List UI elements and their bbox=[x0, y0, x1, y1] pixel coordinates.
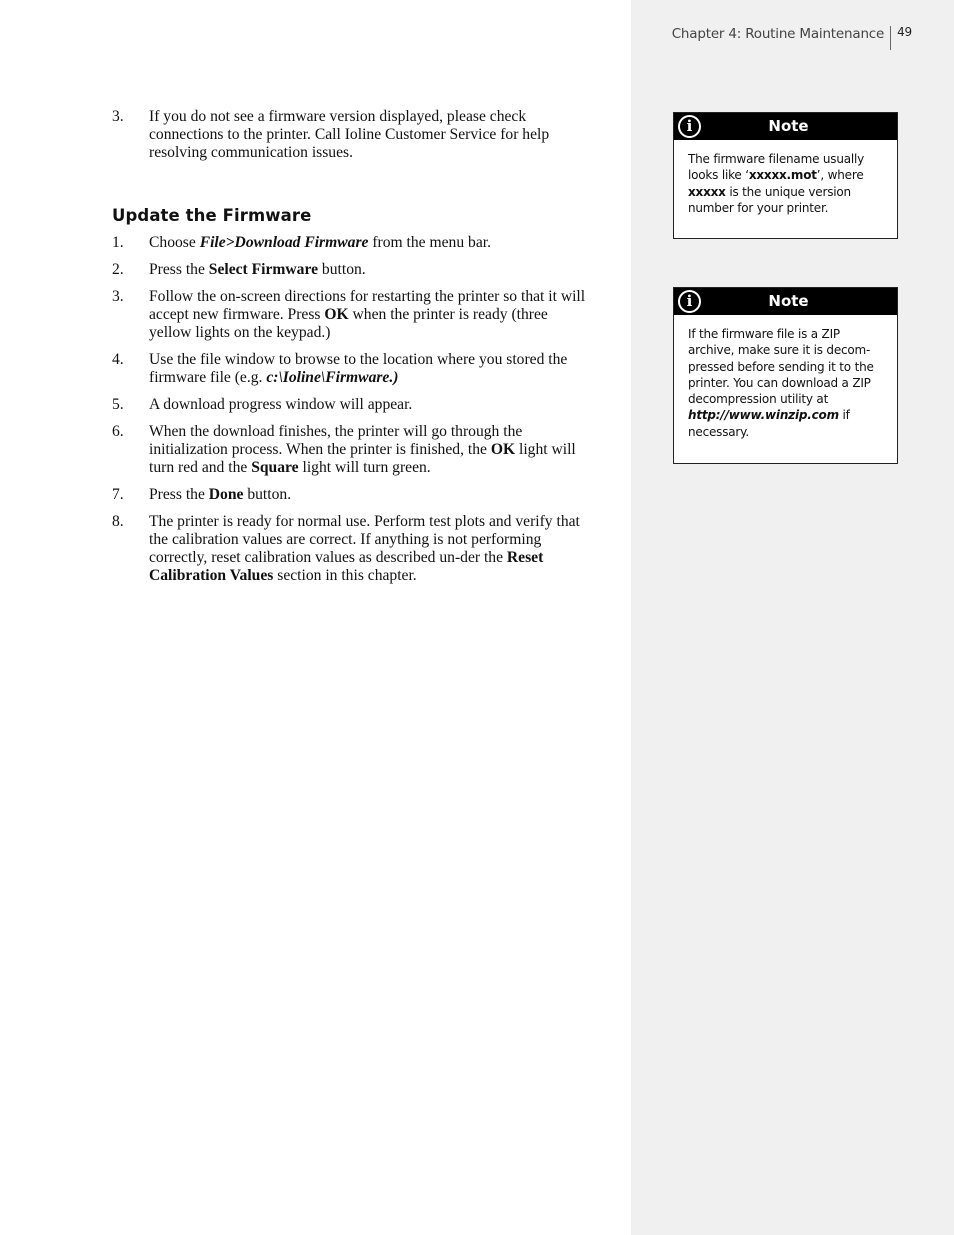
page-number: 49 bbox=[897, 25, 912, 39]
step-number: 7. bbox=[112, 486, 124, 503]
note-title: Note bbox=[768, 117, 809, 135]
step-number: 1. bbox=[112, 234, 124, 251]
section-reference: Reset Calibration Values bbox=[149, 549, 544, 584]
step-number: 4. bbox=[112, 351, 124, 368]
page-header bbox=[672, 24, 912, 50]
light-name: Square bbox=[251, 459, 299, 476]
step-text: The printer is ready for normal use. Perform test plots and verify that the calibration values are correct. If anything is not performing correctly, reset calibration values as described un-der the Reset Calibration Values section in this chapter. bbox=[149, 513, 580, 584]
step-text: Use the file window to browse to the location where you stored the firmware file (e.g. c:\Ioline\Firmware.) bbox=[149, 351, 568, 386]
note-text: If the firmware file is a ZIP archive, make sure it is decom-pressed before sending it to the printer. You can download a ZIP decompression utility at http://www.winzip.com if necessary. bbox=[688, 327, 874, 439]
list-item bbox=[112, 396, 592, 414]
main-content bbox=[112, 108, 592, 594]
chapter-title: Chapter 4: Routine Maintenance bbox=[671, 26, 885, 42]
note-text: The firmware filename usually looks like ‘xxxxx.mot’, where xxxxx is the unique version number for your printer. bbox=[688, 152, 865, 215]
list-item bbox=[112, 234, 592, 252]
item-text: If you do not see a firmware version displayed, please check connections to the printer. Call Ioline Customer Service for help resolving communication issues. bbox=[149, 108, 550, 161]
list-item bbox=[112, 351, 592, 387]
step-number: 8. bbox=[112, 513, 124, 530]
step-number: 2. bbox=[112, 261, 124, 278]
intro-list bbox=[112, 108, 592, 162]
menu-path: File>Download Firmware bbox=[199, 234, 369, 251]
note-header bbox=[674, 113, 897, 140]
item-number: 3. bbox=[112, 108, 124, 125]
list-item bbox=[112, 423, 592, 477]
note-box-filename bbox=[673, 112, 898, 239]
step-number: 5. bbox=[112, 396, 124, 413]
list-item bbox=[112, 486, 592, 504]
step-number: 6. bbox=[112, 423, 124, 440]
steps-list bbox=[112, 234, 592, 585]
light-name: OK bbox=[490, 441, 516, 458]
note-box-zip bbox=[673, 287, 898, 464]
step-number: 3. bbox=[112, 288, 124, 305]
key-name: OK bbox=[324, 306, 349, 323]
step-text: Choose File>Download Firmware from the menu bar. bbox=[149, 234, 491, 251]
step-text: Follow the on-screen directions for restarting the printer so that it will accept new firmware. Press OK when the printer is ready (three yellow lights on the keypad.) bbox=[149, 288, 586, 341]
button-name: Select Firmware bbox=[208, 261, 319, 278]
button-name: Done bbox=[208, 486, 244, 503]
list-item bbox=[112, 288, 592, 342]
file-path: c:\Ioline\Firmware.) bbox=[266, 369, 399, 386]
info-icon: i bbox=[678, 115, 701, 138]
section-heading: Update the Firmware bbox=[112, 206, 312, 225]
winzip-link[interactable]: http://www.winzip.com bbox=[688, 408, 839, 423]
list-item bbox=[112, 513, 592, 585]
info-icon: i bbox=[678, 290, 701, 313]
step-text: A download progress window will appear. bbox=[149, 396, 413, 413]
list-item bbox=[112, 108, 592, 162]
note-header bbox=[674, 288, 897, 315]
list-item bbox=[112, 261, 592, 279]
step-text: Press the Select Firmware button. bbox=[149, 261, 366, 278]
step-text: Press the Done button. bbox=[149, 486, 292, 503]
note-title: Note bbox=[768, 292, 809, 310]
step-text: When the download finishes, the printer will go through the initialization process. When the printer is finished, the OK light will turn red and the Square light will turn green. bbox=[149, 423, 576, 476]
